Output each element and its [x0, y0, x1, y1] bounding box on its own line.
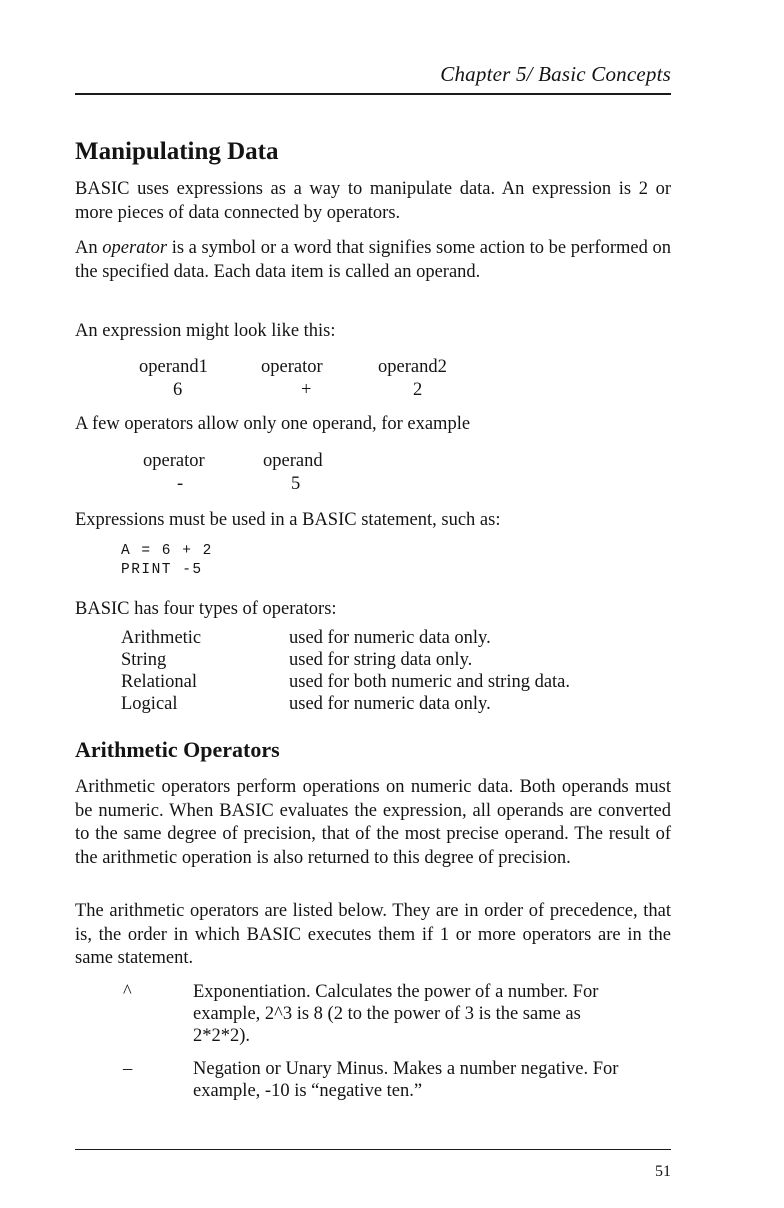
operator-definition-paragraph: An operator is a symbol or a word that signifies some action to be performed on the specified data. Each data item is called an operand. — [75, 238, 671, 282]
operator-type-row — [121, 671, 570, 693]
operator-item-exponentiation — [75, 981, 671, 1047]
section-title-arithmetic-operators: Arithmetic Operators — [75, 737, 280, 762]
unary-lead-paragraph: A few operators allow only one operand, for example — [75, 414, 471, 434]
operator-type-desc: used for string data only. — [289, 650, 473, 670]
operator-types-lead-paragraph: BASIC has four types of operators: — [75, 599, 337, 619]
precedence-paragraph: The arithmetic operators are listed below. They are in order of precedence, that is, the order in which BASIC executes them if 1 or more operators are in the same statement. — [75, 901, 671, 968]
section-title-manipulating-data: Manipulating Data — [75, 138, 279, 165]
header-rule — [75, 93, 671, 95]
arithmetic-operator-list — [75, 981, 671, 1113]
operator-type-name: Relational — [121, 672, 198, 692]
operator-type-row — [121, 649, 570, 671]
unary-header-operand: operand — [263, 451, 323, 471]
unary-value-operator: - — [177, 474, 184, 494]
operator-type-name: Logical — [121, 694, 178, 714]
example-value-operand2: 2 — [413, 380, 423, 400]
code-line: PRINT -5 — [121, 562, 203, 578]
code-example — [121, 542, 421, 582]
example-header-operand2: operand2 — [378, 357, 447, 377]
running-header: Chapter 5/ Basic Concepts — [440, 62, 671, 86]
operator-type-row — [121, 627, 570, 649]
expression-example-table — [75, 356, 671, 404]
operator-type-name: Arithmetic — [121, 628, 202, 648]
operator-symbol: ^ — [123, 982, 132, 1002]
arithmetic-intro-paragraph: Arithmetic operators perform operations on numeric data. Both operands must be numeric. When BASIC evaluates the expression, all operands are converted to the same degree of precision, that of the most precise operand. The result of the arithmetic operation is also returned to this degree of precision. — [75, 777, 671, 868]
intro-paragraph: BASIC uses expressions as a way to manipulate data. An expression is 2 or more pieces of data connected by operators. — [75, 179, 671, 223]
operator-term: operator — [102, 238, 168, 258]
operator-description: Negation or Unary Minus. Makes a number negative. For example, -10 is “negative ten.” — [193, 1059, 619, 1101]
unary-example-table — [75, 450, 671, 498]
example-value-operand1: 6 — [173, 380, 183, 400]
operator-symbol: – — [123, 1059, 133, 1079]
operator-type-desc: used for both numeric and string data. — [289, 672, 571, 692]
operator-type-desc: used for numeric data only. — [289, 628, 491, 648]
operator-description: Exponentiation. Calculates the power of a number. For example, 2^3 is 8 (2 to the power of 3 is the same as 2*2*2). — [193, 982, 599, 1046]
example-header-operator: operator — [261, 357, 323, 377]
operator-item-negation — [75, 1058, 671, 1102]
expression-lead-paragraph: An expression might look like this: — [75, 321, 336, 341]
code-line: A = 6 + 2 — [121, 543, 213, 559]
unary-value-operand: 5 — [291, 474, 301, 494]
operator-type-name: String — [121, 650, 167, 670]
operator-types-list — [121, 627, 570, 715]
unary-header-operator: operator — [143, 451, 205, 471]
statement-lead-paragraph: Expressions must be used in a BASIC statement, such as: — [75, 510, 501, 530]
operator-type-desc: used for numeric data only. — [289, 694, 491, 714]
example-header-operand1: operand1 — [139, 357, 208, 377]
operator-type-row — [121, 693, 570, 715]
page-number: 51 — [655, 1163, 671, 1180]
example-value-operator: + — [301, 380, 312, 400]
footer-rule — [75, 1149, 671, 1150]
